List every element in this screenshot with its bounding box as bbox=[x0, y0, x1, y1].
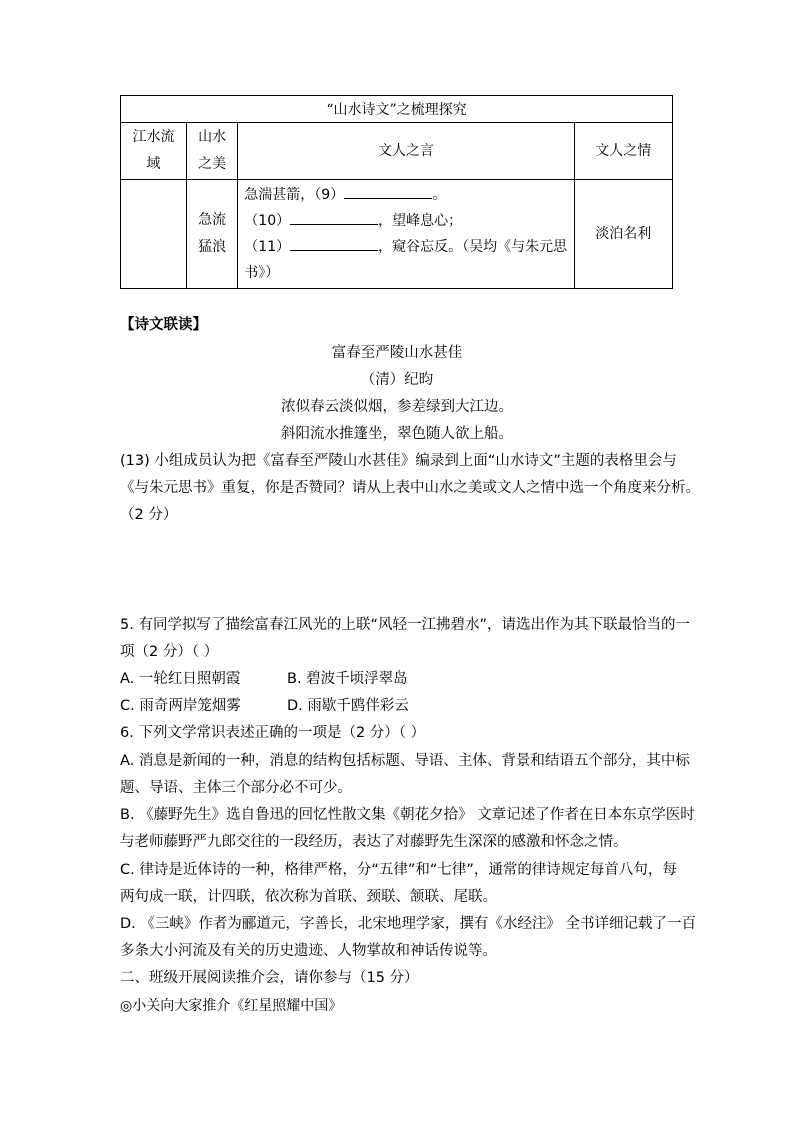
study-table bbox=[120, 95, 673, 289]
header-feelings: 文人之情 bbox=[574, 123, 672, 180]
cell-river bbox=[121, 180, 187, 289]
q13-line-2: 《与朱元思书》重复，你是否赞同？请从上表中山水之美或文人之情中选一个角度来分析。 bbox=[120, 480, 700, 496]
blank-11[interactable] bbox=[290, 238, 378, 251]
table-caption: “山水诗文”之梳理探究 bbox=[121, 96, 673, 123]
poem-title: 富春至严陵山水甚佳 bbox=[331, 345, 463, 361]
q5-line-1: 5. 有同学拟写了描绘富春江风光的上联“风轻一江拂碧水”，请选出作为其下联最恰当的一 bbox=[120, 617, 690, 633]
header-words: 文人之言 bbox=[238, 123, 574, 180]
q5-option-c[interactable]: C. 雨奇两岸笼烟雾 bbox=[120, 698, 241, 714]
blank-10[interactable] bbox=[290, 212, 378, 225]
q6-c-line-2: 两句成一联，计四联，依次称为首联、颈联、颔联、尾联。 bbox=[120, 889, 497, 905]
blank-9[interactable] bbox=[344, 186, 432, 199]
q6-b-line-2: 与老师藤野严九郎交往的一段经历，表达了对藤野先生深深的感激和怀念之情。 bbox=[120, 834, 628, 850]
q6-d-line-2: 多条大小河流及有关的历史遗迹、人物掌故和神话传说等。 bbox=[120, 943, 497, 959]
q5-option-a[interactable]: A. 一轮红日照朝霞 bbox=[120, 671, 241, 687]
q5-option-d[interactable]: D. 雨歇千鸥伴彩云 bbox=[287, 698, 409, 714]
q6-b-line-1[interactable]: B. 《藤野先生》选自鲁迅的回忆性散文集《朝花夕拾》 文章记述了作者在日本东京学医时 bbox=[120, 807, 695, 823]
q13-line-3: （2 分） bbox=[120, 507, 178, 523]
q6-c-line-1[interactable]: C. 律诗是近体诗的一种，格律严格，分“五律”和“七律”，通常的律诗规定每首八句，每 bbox=[120, 862, 677, 878]
q6-d-line-1[interactable]: D. 《三峡》作者为郦道元，字善长，北宋地理学家，撰有《水经注》 全书详细记载了一百 bbox=[120, 916, 696, 932]
q6-stem: 6. 下列文学常识表述正确的一项是（2 分）（ ） bbox=[120, 725, 426, 741]
cell-words: 急湍甚箭，（9） 。 （10） ，望峰息心； （11） ，窥谷忘反。（吴均《与朱元思 书》） bbox=[238, 180, 574, 289]
q5-option-b[interactable]: B. 碧波千顷浮翠岛 bbox=[287, 671, 408, 687]
cell-beauty: 急流 猛浪 bbox=[187, 180, 238, 289]
poem-line-2: 斜阳流水推篷坐，翠色随人欲上船。 bbox=[281, 426, 513, 442]
header-beauty: 山水 之美 bbox=[187, 123, 238, 180]
cell-feelings: 淡泊名利 bbox=[574, 180, 672, 289]
recommend-line: ◎小关向大家推介《红星照耀中国》 bbox=[120, 998, 343, 1014]
section-label: 【诗文联读】 bbox=[120, 317, 207, 333]
q6-a-line-1[interactable]: A. 消息是新闻的一种，消息的结构包括标题、导语、主体、背景和结语五个部分，其中标 bbox=[120, 753, 690, 769]
q5-line-2: 项（2 分）（ ） bbox=[120, 644, 219, 660]
q13-line-1: (13) 小组成员认为把《富春至严陵山水甚佳》编录到上面“山水诗文”主题的表格里会与 bbox=[120, 453, 677, 469]
header-river: 江水流 域 bbox=[121, 123, 187, 180]
section-2-heading: 二、班级开展阅读推介会，请你参与（15 分） bbox=[120, 970, 419, 986]
q6-a-line-2: 题、导语、主体三个部分必不可少。 bbox=[120, 780, 352, 796]
poem-author: （清）纪昀 bbox=[360, 372, 434, 388]
poem-line-1: 浓似春云淡似烟，参差绿到大江边。 bbox=[281, 399, 513, 415]
